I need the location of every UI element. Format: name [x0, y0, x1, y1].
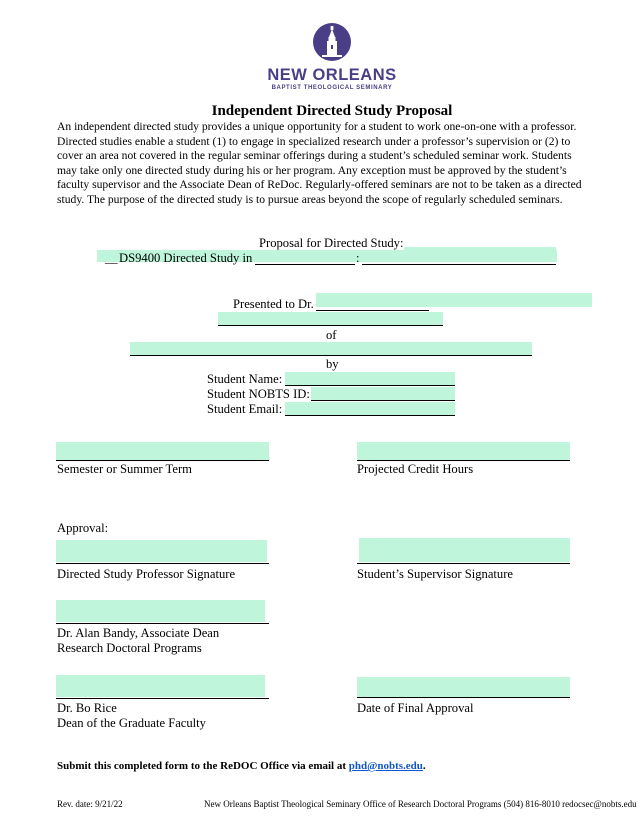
student-name-label: Student Name:	[207, 372, 283, 386]
revision-date: Rev. date: 9/21/22	[57, 799, 123, 809]
intro-paragraph: An independent directed study provides a unique opportunity for a student to work one-on-one with a professor. Directed studies enable a student (1) to engage in specialized research under a professor’s supervision or (2) to cover an area not covered in the regular seminar offerings during a student’s scheduled seminar work. Students may take only one directed study during his or her program. Any exception must be approved by the student’s faculty supervisor and the Associate Dean of ReDoc. Regularly-offered seminars are not to be taken as a directed study. The purpose of the directed study is to pursue areas beyond the scope of regularly scheduled seminars.	[57, 120, 582, 206]
assoc-dean-signature-line	[56, 623, 269, 624]
logo-name: NEW ORLEANS	[267, 66, 397, 84]
professor-signature-line	[56, 563, 269, 564]
presented-to-label: Presented to Dr.	[233, 297, 314, 311]
course-colon: :	[356, 251, 360, 265]
final-approval-label: Date of Final Approval	[357, 701, 474, 715]
proposal-heading: Proposal for Directed Study:	[259, 236, 404, 250]
submit-email-link[interactable]: phd@nobts.edu	[348, 760, 423, 772]
course-label: DS9400 Directed Study in	[119, 251, 253, 265]
student-id-label: Student NOBTS ID:	[207, 387, 310, 401]
course-subtitle-field[interactable]	[362, 251, 556, 265]
seminary-logo-icon	[312, 22, 352, 64]
assoc-dean-signature-field[interactable]	[56, 600, 265, 622]
footer-office: New Orleans Baptist Theological Seminary Office of Research Doctoral Programs (504) 816-8010 redocsec@nobts.edu	[204, 799, 637, 809]
student-name-field[interactable]	[285, 372, 455, 386]
final-approval-date-field[interactable]	[357, 677, 570, 698]
course-topic-field[interactable]	[255, 251, 355, 265]
credit-hours-label: Projected Credit Hours	[357, 462, 474, 476]
submit-end: .	[422, 760, 426, 772]
grad-dean-name: Dr. Bo Rice	[57, 701, 117, 715]
approval-label: Approval:	[57, 521, 109, 535]
of-label: of	[326, 328, 337, 342]
by-label: by	[326, 357, 339, 371]
grad-dean-title: Dean of the Graduate Faculty	[57, 716, 206, 730]
student-email-field[interactable]	[285, 402, 455, 416]
credit-hours-field[interactable]	[357, 442, 570, 461]
supervisor-signature-field[interactable]	[359, 538, 570, 562]
professor-signature-label: Directed Study Professor Signature	[57, 567, 236, 581]
professor-title-field[interactable]	[218, 312, 443, 326]
logo-subname: BAPTIST THEOLOGICAL SEMINARY	[271, 85, 393, 91]
assoc-dean-name: Dr. Alan Bandy, Associate Dean	[57, 626, 220, 640]
student-email-label: Student Email:	[207, 402, 283, 416]
professor-name-field[interactable]	[316, 297, 429, 311]
professor-signature-field[interactable]	[56, 540, 267, 562]
supervisor-signature-line	[357, 563, 570, 564]
student-id-field[interactable]	[311, 387, 455, 401]
submit-text: Submit this completed form to the ReDOC Office via email at	[57, 760, 349, 772]
term-field[interactable]	[56, 442, 269, 461]
assoc-dean-dept: Research Doctoral Programs	[57, 641, 202, 655]
institution-field[interactable]	[130, 342, 532, 356]
term-label: Semester or Summer Term	[57, 462, 192, 476]
submit-instruction	[57, 760, 426, 772]
course-prefix: __	[105, 251, 118, 265]
supervisor-signature-label: Student’s Supervisor Signature	[357, 567, 514, 581]
grad-dean-signature-line	[56, 698, 269, 699]
page-title: Independent Directed Study Proposal	[211, 103, 453, 119]
grad-dean-signature-field[interactable]	[56, 675, 265, 697]
